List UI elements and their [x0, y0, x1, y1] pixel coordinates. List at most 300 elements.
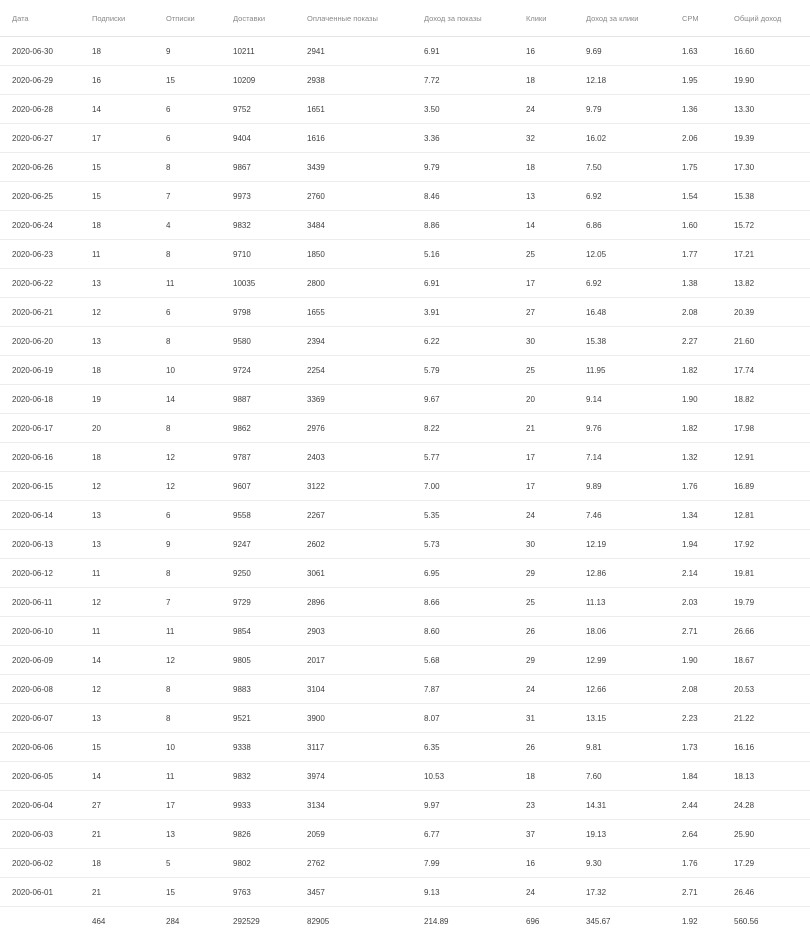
cell-deliveries: 9854 — [221, 617, 295, 646]
cell-unsubscriptions: 17 — [154, 791, 221, 820]
table-row — [0, 124, 810, 153]
cell-clicks: 20 — [514, 385, 574, 414]
cell-date: 2020-06-07 — [0, 704, 80, 733]
cell-subscriptions: 15 — [80, 182, 154, 211]
cell-date: 2020-06-05 — [0, 762, 80, 791]
cell-total-revenue: 12.81 — [722, 501, 810, 530]
cell-cpm: 2.03 — [670, 588, 722, 617]
cell-unsubscriptions: 9 — [154, 530, 221, 559]
column-header-cpm[interactable]: CPM — [670, 0, 722, 37]
cell-impression-revenue: 8.60 — [412, 617, 514, 646]
total-impression-revenue: 214.89 — [412, 907, 514, 935]
cell-impression-revenue: 6.77 — [412, 820, 514, 849]
cell-date: 2020-06-18 — [0, 385, 80, 414]
table-row — [0, 791, 810, 820]
cell-total-revenue: 19.81 — [722, 559, 810, 588]
cell-unsubscriptions: 11 — [154, 269, 221, 298]
table-row — [0, 501, 810, 530]
cell-paid-impressions: 3369 — [295, 385, 412, 414]
cell-deliveries: 9832 — [221, 211, 295, 240]
cell-paid-impressions: 3061 — [295, 559, 412, 588]
cell-paid-impressions: 2941 — [295, 37, 412, 66]
cell-impression-revenue: 8.22 — [412, 414, 514, 443]
cell-total-revenue: 17.29 — [722, 849, 810, 878]
cell-subscriptions: 16 — [80, 66, 154, 95]
cell-date: 2020-06-11 — [0, 588, 80, 617]
totals-row — [0, 907, 810, 935]
cell-cpm: 1.77 — [670, 240, 722, 269]
cell-clicks: 13 — [514, 182, 574, 211]
cell-unsubscriptions: 11 — [154, 617, 221, 646]
cell-impression-revenue: 6.91 — [412, 37, 514, 66]
cell-date: 2020-06-16 — [0, 443, 80, 472]
cell-cpm: 1.90 — [670, 385, 722, 414]
cell-clicks: 18 — [514, 762, 574, 791]
cell-clicks: 30 — [514, 327, 574, 356]
cell-impression-revenue: 7.99 — [412, 849, 514, 878]
cell-cpm: 1.34 — [670, 501, 722, 530]
cell-deliveries: 9787 — [221, 443, 295, 472]
cell-paid-impressions: 2938 — [295, 66, 412, 95]
cell-impression-revenue: 5.68 — [412, 646, 514, 675]
cell-total-revenue: 13.30 — [722, 95, 810, 124]
column-header-date[interactable]: Дата — [0, 0, 80, 37]
cell-clicks: 37 — [514, 820, 574, 849]
cell-deliveries: 9887 — [221, 385, 295, 414]
cell-deliveries: 9805 — [221, 646, 295, 675]
cell-clicks: 27 — [514, 298, 574, 327]
cell-click-revenue: 11.13 — [574, 588, 670, 617]
cell-paid-impressions: 2394 — [295, 327, 412, 356]
cell-unsubscriptions: 8 — [154, 559, 221, 588]
cell-click-revenue: 15.38 — [574, 327, 670, 356]
cell-impression-revenue: 8.66 — [412, 588, 514, 617]
table-row — [0, 878, 810, 907]
cell-total-revenue: 19.79 — [722, 588, 810, 617]
cell-deliveries: 9763 — [221, 878, 295, 907]
table-row — [0, 211, 810, 240]
cell-date: 2020-06-08 — [0, 675, 80, 704]
cell-unsubscriptions: 8 — [154, 704, 221, 733]
cell-subscriptions: 18 — [80, 849, 154, 878]
cell-total-revenue: 25.90 — [722, 820, 810, 849]
cell-unsubscriptions: 5 — [154, 849, 221, 878]
cell-total-revenue: 24.28 — [722, 791, 810, 820]
cell-deliveries: 9710 — [221, 240, 295, 269]
cell-deliveries: 9729 — [221, 588, 295, 617]
cell-paid-impressions: 3457 — [295, 878, 412, 907]
cell-unsubscriptions: 12 — [154, 443, 221, 472]
cell-cpm: 2.08 — [670, 298, 722, 327]
cell-clicks: 29 — [514, 646, 574, 675]
cell-subscriptions: 13 — [80, 327, 154, 356]
cell-date: 2020-06-04 — [0, 791, 80, 820]
cell-deliveries: 9867 — [221, 153, 295, 182]
column-header-paid-impressions[interactable]: Оплаченные показы — [295, 0, 412, 37]
cell-subscriptions: 13 — [80, 530, 154, 559]
table-header-row — [0, 0, 810, 37]
cell-click-revenue: 9.30 — [574, 849, 670, 878]
cell-clicks: 24 — [514, 675, 574, 704]
cell-clicks: 25 — [514, 588, 574, 617]
cell-paid-impressions: 1850 — [295, 240, 412, 269]
cell-unsubscriptions: 14 — [154, 385, 221, 414]
cell-paid-impressions: 3122 — [295, 472, 412, 501]
cell-paid-impressions: 2267 — [295, 501, 412, 530]
column-header-subscriptions[interactable]: Подписки — [80, 0, 154, 37]
cell-total-revenue: 18.13 — [722, 762, 810, 791]
cell-clicks: 17 — [514, 472, 574, 501]
cell-total-revenue: 19.39 — [722, 124, 810, 153]
cell-cpm: 2.64 — [670, 820, 722, 849]
cell-paid-impressions: 1616 — [295, 124, 412, 153]
cell-paid-impressions: 2059 — [295, 820, 412, 849]
cell-unsubscriptions: 8 — [154, 240, 221, 269]
cell-subscriptions: 13 — [80, 501, 154, 530]
cell-total-revenue: 19.90 — [722, 66, 810, 95]
cell-clicks: 17 — [514, 443, 574, 472]
cell-subscriptions: 12 — [80, 675, 154, 704]
cell-click-revenue: 9.14 — [574, 385, 670, 414]
table-row — [0, 675, 810, 704]
cell-total-revenue: 13.82 — [722, 269, 810, 298]
cell-date: 2020-06-06 — [0, 733, 80, 762]
cell-date: 2020-06-09 — [0, 646, 80, 675]
cell-paid-impressions: 3974 — [295, 762, 412, 791]
cell-cpm: 1.54 — [670, 182, 722, 211]
cell-deliveries: 9558 — [221, 501, 295, 530]
cell-paid-impressions: 3439 — [295, 153, 412, 182]
cell-click-revenue: 9.89 — [574, 472, 670, 501]
total-cpm: 1.92 — [670, 907, 722, 935]
cell-cpm: 2.06 — [670, 124, 722, 153]
cell-deliveries: 10035 — [221, 269, 295, 298]
cell-subscriptions: 20 — [80, 414, 154, 443]
table-row — [0, 269, 810, 298]
cell-impression-revenue: 8.46 — [412, 182, 514, 211]
cell-deliveries: 9247 — [221, 530, 295, 559]
cell-subscriptions: 18 — [80, 356, 154, 385]
cell-unsubscriptions: 15 — [154, 878, 221, 907]
cell-impression-revenue: 8.86 — [412, 211, 514, 240]
cell-cpm: 2.27 — [670, 327, 722, 356]
total-click-revenue: 345.67 — [574, 907, 670, 935]
cell-impression-revenue: 9.13 — [412, 878, 514, 907]
table-row — [0, 95, 810, 124]
cell-paid-impressions: 2602 — [295, 530, 412, 559]
column-header-clicks[interactable]: Клики — [514, 0, 574, 37]
cell-total-revenue: 20.53 — [722, 675, 810, 704]
cell-clicks: 16 — [514, 849, 574, 878]
cell-clicks: 16 — [514, 37, 574, 66]
cell-paid-impressions: 2800 — [295, 269, 412, 298]
cell-paid-impressions: 3104 — [295, 675, 412, 704]
total-unsubscriptions: 284 — [154, 907, 221, 935]
cell-cpm: 1.76 — [670, 472, 722, 501]
table-row — [0, 356, 810, 385]
cell-date: 2020-06-26 — [0, 153, 80, 182]
cell-impression-revenue: 6.95 — [412, 559, 514, 588]
cell-total-revenue: 15.38 — [722, 182, 810, 211]
column-header-click-revenue[interactable]: Доход за клики — [574, 0, 670, 37]
cell-date: 2020-06-03 — [0, 820, 80, 849]
cell-paid-impressions: 2017 — [295, 646, 412, 675]
cell-deliveries: 10211 — [221, 37, 295, 66]
cell-clicks: 14 — [514, 211, 574, 240]
cell-deliveries: 9798 — [221, 298, 295, 327]
cell-deliveries: 9883 — [221, 675, 295, 704]
cell-deliveries: 9724 — [221, 356, 295, 385]
cell-total-revenue: 17.74 — [722, 356, 810, 385]
cell-impression-revenue: 7.87 — [412, 675, 514, 704]
table-row — [0, 153, 810, 182]
cell-cpm: 1.32 — [670, 443, 722, 472]
cell-click-revenue: 12.19 — [574, 530, 670, 559]
total-total-revenue: 560.56 — [722, 907, 810, 935]
cell-total-revenue: 20.39 — [722, 298, 810, 327]
cell-paid-impressions: 1651 — [295, 95, 412, 124]
cell-subscriptions: 14 — [80, 762, 154, 791]
cell-impression-revenue: 6.91 — [412, 269, 514, 298]
cell-cpm: 2.71 — [670, 878, 722, 907]
cell-subscriptions: 12 — [80, 298, 154, 327]
cell-cpm: 1.94 — [670, 530, 722, 559]
cell-click-revenue: 6.92 — [574, 182, 670, 211]
cell-total-revenue: 17.98 — [722, 414, 810, 443]
cell-paid-impressions: 3900 — [295, 704, 412, 733]
cell-total-revenue: 18.67 — [722, 646, 810, 675]
cell-clicks: 24 — [514, 878, 574, 907]
cell-clicks: 26 — [514, 617, 574, 646]
cell-date: 2020-06-29 — [0, 66, 80, 95]
cell-clicks: 23 — [514, 791, 574, 820]
cell-date: 2020-06-25 — [0, 182, 80, 211]
cell-deliveries: 9338 — [221, 733, 295, 762]
cell-unsubscriptions: 10 — [154, 733, 221, 762]
cell-date: 2020-06-15 — [0, 472, 80, 501]
table-row — [0, 37, 810, 66]
cell-cpm: 1.84 — [670, 762, 722, 791]
table-row — [0, 820, 810, 849]
total-deliveries: 292529 — [221, 907, 295, 935]
total-paid-impressions: 82905 — [295, 907, 412, 935]
cell-clicks: 24 — [514, 501, 574, 530]
cell-impression-revenue: 6.35 — [412, 733, 514, 762]
cell-click-revenue: 11.95 — [574, 356, 670, 385]
cell-cpm: 1.76 — [670, 849, 722, 878]
cell-total-revenue: 21.22 — [722, 704, 810, 733]
cell-cpm: 1.95 — [670, 66, 722, 95]
column-header-impression-revenue[interactable]: Доход за показы — [412, 0, 514, 37]
cell-unsubscriptions: 8 — [154, 327, 221, 356]
cell-deliveries: 9607 — [221, 472, 295, 501]
cell-click-revenue: 13.15 — [574, 704, 670, 733]
cell-date: 2020-06-20 — [0, 327, 80, 356]
cell-date: 2020-06-27 — [0, 124, 80, 153]
table-row — [0, 588, 810, 617]
cell-clicks: 31 — [514, 704, 574, 733]
cell-paid-impressions: 2976 — [295, 414, 412, 443]
cell-date: 2020-06-13 — [0, 530, 80, 559]
cell-click-revenue: 19.13 — [574, 820, 670, 849]
cell-total-revenue: 16.89 — [722, 472, 810, 501]
cell-clicks: 21 — [514, 414, 574, 443]
cell-click-revenue: 12.66 — [574, 675, 670, 704]
column-header-deliveries[interactable]: Доставки — [221, 0, 295, 37]
cell-deliveries: 9862 — [221, 414, 295, 443]
column-header-total-revenue[interactable]: Общий доход — [722, 0, 810, 37]
cell-subscriptions: 18 — [80, 37, 154, 66]
cell-subscriptions: 15 — [80, 733, 154, 762]
cell-subscriptions: 15 — [80, 153, 154, 182]
cell-unsubscriptions: 6 — [154, 95, 221, 124]
cell-subscriptions: 19 — [80, 385, 154, 414]
cell-impression-revenue: 3.50 — [412, 95, 514, 124]
cell-paid-impressions: 2903 — [295, 617, 412, 646]
cell-total-revenue: 16.60 — [722, 37, 810, 66]
cell-unsubscriptions: 6 — [154, 124, 221, 153]
cell-subscriptions: 12 — [80, 472, 154, 501]
cell-subscriptions: 11 — [80, 617, 154, 646]
cell-subscriptions: 17 — [80, 124, 154, 153]
cell-impression-revenue: 5.16 — [412, 240, 514, 269]
cell-click-revenue: 7.60 — [574, 762, 670, 791]
cell-date: 2020-06-10 — [0, 617, 80, 646]
cell-deliveries: 9802 — [221, 849, 295, 878]
cell-total-revenue: 18.82 — [722, 385, 810, 414]
cell-subscriptions: 18 — [80, 443, 154, 472]
cell-deliveries: 9826 — [221, 820, 295, 849]
total-date — [0, 907, 80, 935]
column-header-unsubscriptions[interactable]: Отписки — [154, 0, 221, 37]
cell-total-revenue: 26.46 — [722, 878, 810, 907]
cell-date: 2020-06-12 — [0, 559, 80, 588]
cell-cpm: 1.63 — [670, 37, 722, 66]
cell-unsubscriptions: 12 — [154, 472, 221, 501]
cell-impression-revenue: 5.73 — [412, 530, 514, 559]
cell-unsubscriptions: 10 — [154, 356, 221, 385]
table-row — [0, 327, 810, 356]
cell-click-revenue: 7.46 — [574, 501, 670, 530]
table-row — [0, 849, 810, 878]
cell-cpm: 1.75 — [670, 153, 722, 182]
cell-impression-revenue: 9.79 — [412, 153, 514, 182]
cell-subscriptions: 21 — [80, 820, 154, 849]
cell-date: 2020-06-28 — [0, 95, 80, 124]
cell-clicks: 30 — [514, 530, 574, 559]
cell-clicks: 32 — [514, 124, 574, 153]
cell-total-revenue: 16.16 — [722, 733, 810, 762]
table-row — [0, 530, 810, 559]
cell-subscriptions: 13 — [80, 704, 154, 733]
cell-clicks: 18 — [514, 153, 574, 182]
cell-paid-impressions: 2762 — [295, 849, 412, 878]
cell-subscriptions: 14 — [80, 646, 154, 675]
total-clicks: 696 — [514, 907, 574, 935]
cell-unsubscriptions: 13 — [154, 820, 221, 849]
cell-click-revenue: 6.92 — [574, 269, 670, 298]
cell-subscriptions: 12 — [80, 588, 154, 617]
cell-subscriptions: 11 — [80, 559, 154, 588]
cell-click-revenue: 17.32 — [574, 878, 670, 907]
table-row — [0, 443, 810, 472]
cell-deliveries: 9521 — [221, 704, 295, 733]
cell-paid-impressions: 3484 — [295, 211, 412, 240]
cell-click-revenue: 9.76 — [574, 414, 670, 443]
cell-impression-revenue: 10.53 — [412, 762, 514, 791]
cell-cpm: 1.36 — [670, 95, 722, 124]
cell-click-revenue: 16.48 — [574, 298, 670, 327]
table-row — [0, 298, 810, 327]
cell-date: 2020-06-24 — [0, 211, 80, 240]
cell-click-revenue: 6.86 — [574, 211, 670, 240]
table-row — [0, 414, 810, 443]
cell-deliveries: 9580 — [221, 327, 295, 356]
cell-unsubscriptions: 8 — [154, 153, 221, 182]
cell-total-revenue: 26.66 — [722, 617, 810, 646]
cell-unsubscriptions: 7 — [154, 588, 221, 617]
cell-paid-impressions: 1655 — [295, 298, 412, 327]
cell-impression-revenue: 6.22 — [412, 327, 514, 356]
cell-date: 2020-06-19 — [0, 356, 80, 385]
cell-paid-impressions: 2254 — [295, 356, 412, 385]
cell-total-revenue: 17.92 — [722, 530, 810, 559]
cell-paid-impressions: 2403 — [295, 443, 412, 472]
cell-unsubscriptions: 15 — [154, 66, 221, 95]
cell-impression-revenue: 5.35 — [412, 501, 514, 530]
table-row — [0, 559, 810, 588]
cell-impression-revenue: 9.97 — [412, 791, 514, 820]
cell-date: 2020-06-30 — [0, 37, 80, 66]
table-row — [0, 733, 810, 762]
cell-clicks: 29 — [514, 559, 574, 588]
cell-impression-revenue: 9.67 — [412, 385, 514, 414]
cell-unsubscriptions: 4 — [154, 211, 221, 240]
cell-deliveries: 9404 — [221, 124, 295, 153]
cell-paid-impressions: 2760 — [295, 182, 412, 211]
cell-deliveries: 9933 — [221, 791, 295, 820]
cell-click-revenue: 14.31 — [574, 791, 670, 820]
cell-click-revenue: 12.18 — [574, 66, 670, 95]
cell-unsubscriptions: 6 — [154, 501, 221, 530]
cell-date: 2020-06-02 — [0, 849, 80, 878]
cell-cpm: 1.60 — [670, 211, 722, 240]
cell-subscriptions: 14 — [80, 95, 154, 124]
cell-unsubscriptions: 11 — [154, 762, 221, 791]
table-row — [0, 385, 810, 414]
cell-paid-impressions: 3134 — [295, 791, 412, 820]
cell-click-revenue: 9.81 — [574, 733, 670, 762]
table-row — [0, 617, 810, 646]
cell-click-revenue: 16.02 — [574, 124, 670, 153]
cell-paid-impressions: 3117 — [295, 733, 412, 762]
cell-deliveries: 10209 — [221, 66, 295, 95]
cell-deliveries: 9832 — [221, 762, 295, 791]
cell-date: 2020-06-14 — [0, 501, 80, 530]
cell-impression-revenue: 5.77 — [412, 443, 514, 472]
table-row — [0, 704, 810, 733]
cell-click-revenue: 9.79 — [574, 95, 670, 124]
cell-cpm: 1.90 — [670, 646, 722, 675]
table-row — [0, 646, 810, 675]
cell-clicks: 17 — [514, 269, 574, 298]
table-row — [0, 472, 810, 501]
cell-subscriptions: 13 — [80, 269, 154, 298]
cell-cpm: 2.71 — [670, 617, 722, 646]
cell-total-revenue: 17.30 — [722, 153, 810, 182]
cell-click-revenue: 7.14 — [574, 443, 670, 472]
cell-impression-revenue: 7.00 — [412, 472, 514, 501]
